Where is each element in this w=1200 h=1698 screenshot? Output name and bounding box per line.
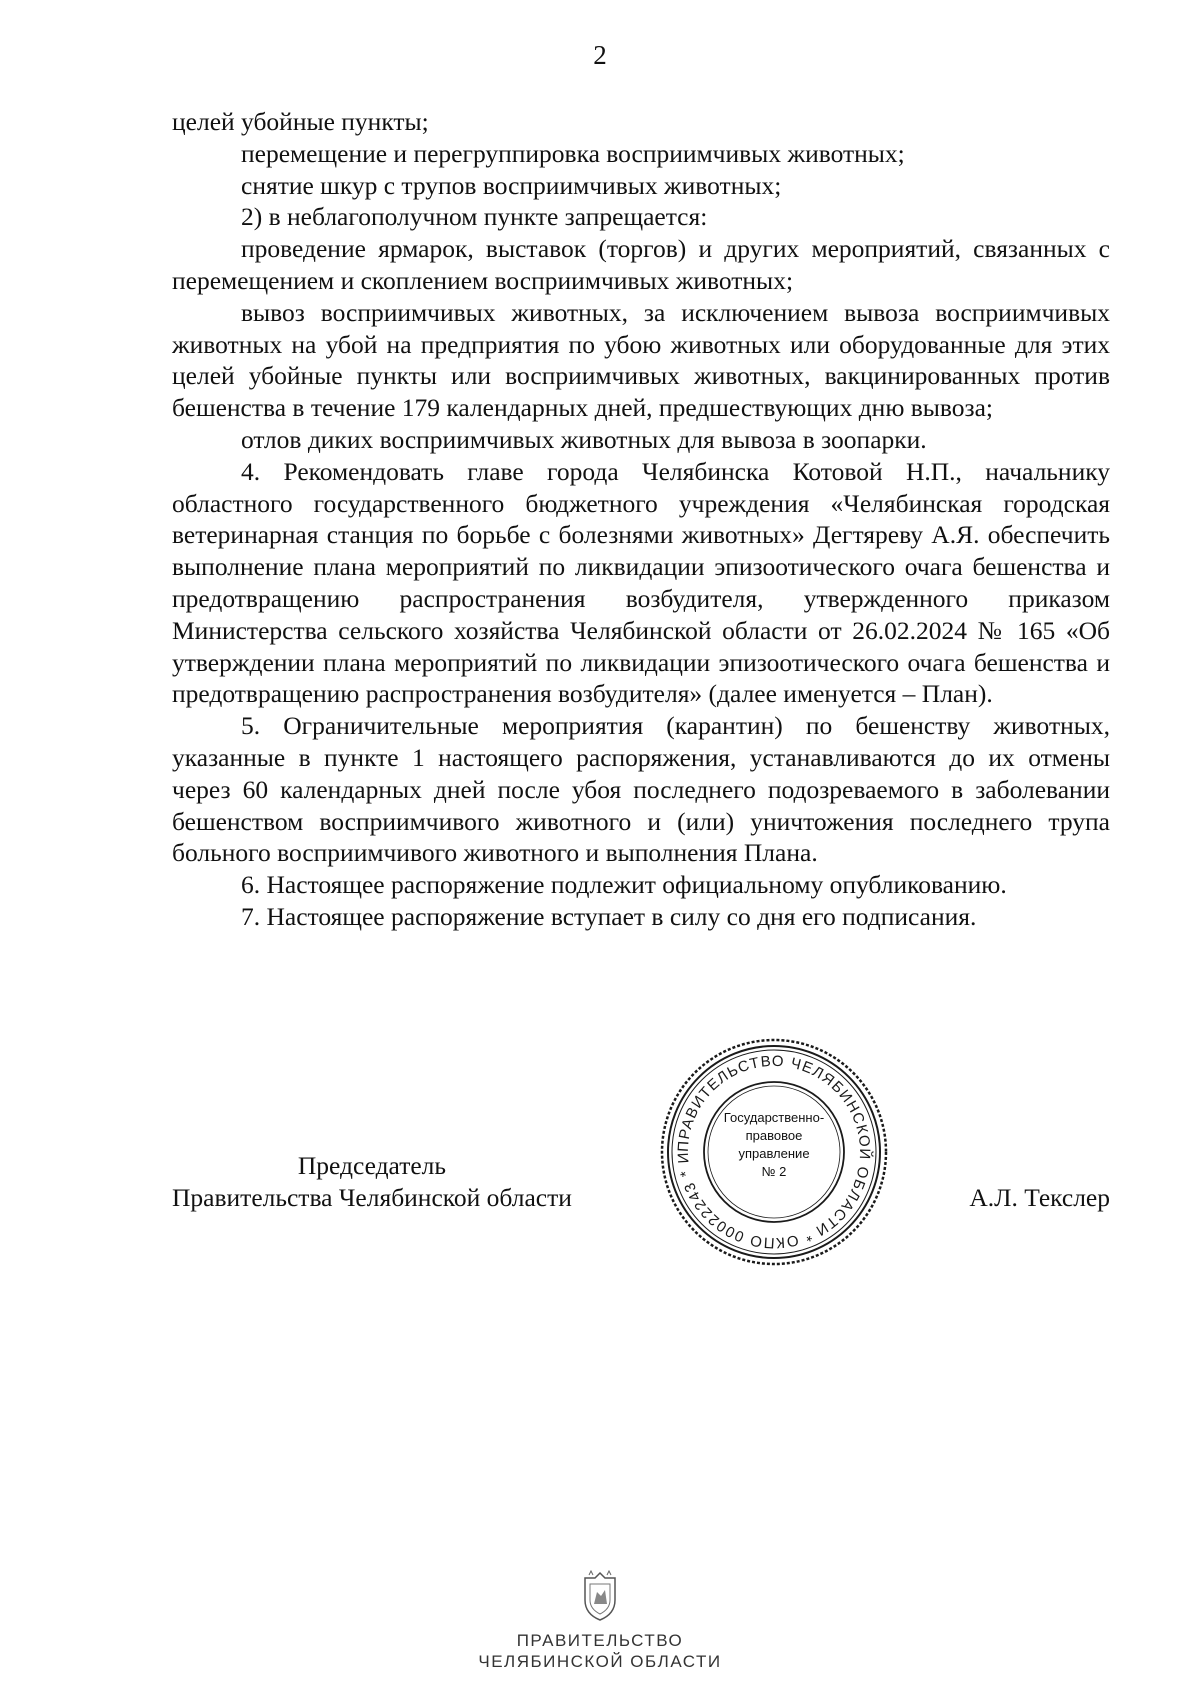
page-number: 2 [593,40,607,70]
paragraph: снятие шкур с трупов восприимчивых животных; [241,170,782,200]
footer-organization [0,1630,1200,1672]
paragraph: 7. Настоящее распоряжение вступает в силу со дня его подписания. [241,901,977,931]
signatory-name: А.Л. Текслер [969,1183,1110,1212]
paragraph: отлов диких восприимчивых животных для вывоза в зоопарки. [241,424,927,454]
signatory-position-line1: Председатель [297,1151,447,1180]
signature-block [172,1150,1110,1210]
footer-line2: ЧЕЛЯБИНСКОЙ ОБЛАСТИ [478,1652,722,1671]
seal-center-line: управление [738,1146,810,1161]
paragraph: целей убойные пункты; [172,107,429,136]
seal-ring-text: ПРАВИТЕЛЬСТВО ЧЕЛЯБИНСКОЙ ОБЛАСТИ * ОКПО 00022243 * И [674,1052,874,1252]
seal-center-line: правовое [745,1128,803,1143]
signatory-position-line2: Правительства Челябинской области [172,1182,572,1212]
seal-center-text [717,1109,831,1181]
paragraph: 5. Ограничительные мероприятия (карантин) по бешенству животных, указанные в пункте 1 настоящего распоряжения, устанавливаются до их отмены через 60 календарных дней после убоя последнего подозреваемого в заболевании бешенством восприимчивого животного и (или) уничтожения последнего трупа больного восприимчивого животного и выполнения Плана. [172,711,1110,868]
seal-center-line: № 2 [761,1164,787,1179]
paragraph: 2) в неблагополучном пункте запрещается: [241,202,708,232]
paragraph: вывоз восприимчивых животных, за исключением вывоза восприимчивых животных на убой на предприятия по убою животных или оборудованные для этих целей убойные пункты или восприимчивых животных, вакцинированных против бешенства в течение 179 календарных дней, предшествующих дню вывоза; [172,297,1110,423]
official-seal [659,1037,889,1267]
paragraph: перемещение и перегруппировка восприимчивых животных; [241,138,905,168]
seal-center-line: Государственно- [723,1110,825,1125]
footer-line1: ПРАВИТЕЛЬСТВО [516,1631,684,1650]
paragraph: 4. Рекомендовать главе города Челябинска Котовой Н.П., начальнику областного государственного бюджетного учреждения «Челябинская городская ветеринарная станция по борьбе с болезнями животных» Дегтяреву А.Я. обеспечить выполнение плана мероприятий по ликвидации эпизоотического очага бешенства и предотвращению распространения возбудителя, утвержденного приказом Министерства сельского хозяйства Челябинской области от 26.02.2024 № 165 «Об утверждении плана мероприятий по ликвидации эпизоотического очага бешенства и предотвращению распространения возбудителя» (далее именуется – План). [172,456,1110,709]
paragraph: 6. Настоящее распоряжение подлежит официальному опубликованию. [241,870,1007,900]
signatory-position [172,1150,572,1214]
coat-of-arms-icon [577,1570,623,1622]
document-body [172,106,1110,933]
paragraph: проведение ярмарок, выставок (торгов) и других мероприятий, связанных с перемещением и скоплением восприимчивых животных; [172,234,1110,295]
